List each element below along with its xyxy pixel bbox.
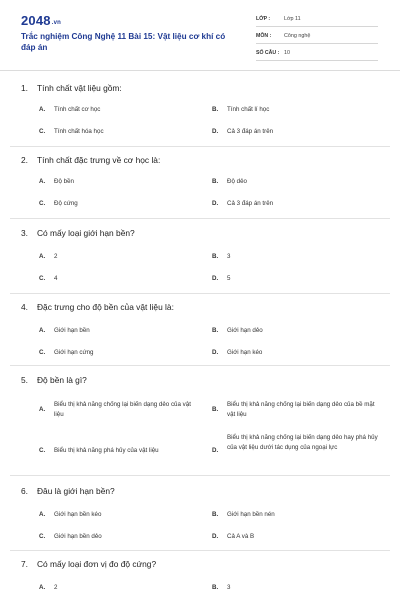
header-divider bbox=[0, 70, 400, 71]
quiz-meta bbox=[256, 14, 378, 65]
option-letter: B. bbox=[212, 106, 219, 113]
logo-domain-text: .vn bbox=[51, 20, 62, 26]
option-text: Giới hạn dẻo bbox=[227, 327, 263, 334]
question-text: Đặc trưng cho độ bền của vật liệu là: bbox=[37, 302, 174, 312]
option-letter: A. bbox=[39, 511, 46, 518]
option-text: Tính chất hóa học bbox=[54, 128, 104, 135]
option-text: Cả A và B bbox=[227, 533, 255, 540]
option-letter: D. bbox=[212, 349, 219, 356]
meta-row-class bbox=[256, 14, 378, 27]
question-divider bbox=[10, 365, 390, 366]
option-text: Giới hạn bền dẻo bbox=[54, 533, 102, 540]
option-letter: C. bbox=[39, 349, 46, 356]
option-letter: D. bbox=[212, 128, 219, 135]
option-text: Tính chất cơ học bbox=[54, 106, 101, 113]
option-text: 4 bbox=[54, 275, 58, 282]
question-number: 2. bbox=[21, 155, 28, 165]
option-text: Độ bền bbox=[54, 178, 74, 185]
option-letter: A. bbox=[39, 106, 46, 113]
option-letter: A. bbox=[39, 253, 46, 260]
option-letter: D. bbox=[212, 533, 219, 540]
option-text: 5 bbox=[227, 275, 231, 282]
option-letter: B. bbox=[212, 178, 219, 185]
question-divider bbox=[10, 550, 390, 551]
question-number: 1. bbox=[21, 83, 28, 93]
option-letter: A. bbox=[39, 584, 46, 591]
option-text: Biểu thị khả năng chống lại biến dạng dẻo của bề mặt vật liệu bbox=[227, 401, 375, 418]
question-title bbox=[21, 155, 160, 165]
question-title bbox=[21, 302, 174, 312]
meta-row-count bbox=[256, 48, 378, 61]
option-text: Biểu thị khả năng chống lại biến dạng dẻo hay phá hủy của vật liệu dưới tác dụng của ngoại lực bbox=[227, 434, 378, 451]
site-logo[interactable] bbox=[21, 13, 61, 28]
option-letter: D. bbox=[212, 275, 219, 282]
option-letter: D. bbox=[212, 447, 219, 454]
option-letter: B. bbox=[212, 406, 219, 413]
option-letter: A. bbox=[39, 406, 46, 413]
meta-label: MÔN : bbox=[256, 33, 272, 39]
option-letter: B. bbox=[212, 511, 219, 518]
question-divider bbox=[10, 475, 390, 476]
question-number: 3. bbox=[21, 228, 28, 238]
question-title bbox=[21, 486, 115, 496]
option-text: 2 bbox=[54, 584, 58, 591]
question-number: 7. bbox=[21, 559, 28, 569]
option-letter: C. bbox=[39, 533, 46, 540]
option-text: Tính chất lí học bbox=[227, 106, 270, 113]
option-text: Giới hạn bền kéo bbox=[54, 511, 102, 518]
option-text: Cả 3 đáp án trên bbox=[227, 200, 274, 207]
option-letter: C. bbox=[39, 128, 46, 135]
option-text: Giới hạn kéo bbox=[227, 349, 263, 356]
question-title bbox=[21, 228, 135, 238]
question-text: Tính chất đặc trưng về cơ học là: bbox=[37, 155, 161, 165]
option-text: Cả 3 đáp án trên bbox=[227, 128, 274, 135]
quiz-title: Trắc nghiệm Công Nghệ 11 Bài 15: Vật liệu cơ khí có đáp án bbox=[21, 32, 226, 52]
option-letter: D. bbox=[212, 200, 219, 207]
question-text: Độ bền là gì? bbox=[37, 375, 87, 385]
option-letter: B. bbox=[212, 253, 219, 260]
option-text: 2 bbox=[54, 253, 58, 260]
question-divider bbox=[10, 293, 390, 294]
option-text: Độ cứng bbox=[54, 200, 78, 207]
option-letter: A. bbox=[39, 178, 46, 185]
option-letter: C. bbox=[39, 447, 46, 454]
meta-value: Công nghệ bbox=[284, 33, 311, 39]
meta-value: 10 bbox=[284, 50, 290, 56]
option-letter: A. bbox=[39, 327, 46, 334]
question-divider bbox=[10, 218, 390, 219]
option-text: Giới hạn cứng bbox=[54, 349, 94, 356]
question-number: 4. bbox=[21, 302, 28, 312]
option-text: Biểu thị khả năng phá hủy của vật liệu bbox=[54, 447, 159, 454]
page-header bbox=[0, 0, 400, 68]
option-text: Biểu thị khả năng chống lại biến dạng dẻo của vật liệu bbox=[54, 401, 191, 418]
option-letter: C. bbox=[39, 200, 46, 207]
question-text: Tính chất vật liệu gồm: bbox=[37, 83, 122, 93]
question-title bbox=[21, 83, 122, 93]
meta-value: Lớp 11 bbox=[284, 16, 301, 22]
meta-label: LỚP : bbox=[256, 16, 271, 22]
option-letter: B. bbox=[212, 327, 219, 334]
option-text: 3 bbox=[227, 584, 231, 591]
option-text: 3 bbox=[227, 253, 231, 260]
question-title bbox=[21, 375, 87, 385]
logo-main-text: 2048 bbox=[21, 13, 51, 28]
option-letter: B. bbox=[212, 584, 219, 591]
option-letter: C. bbox=[39, 275, 46, 282]
meta-row-subject bbox=[256, 31, 378, 44]
option-text: Giới hạn bền nén bbox=[227, 511, 275, 518]
question-text: Đâu là giới hạn bền? bbox=[37, 486, 115, 496]
question-number: 5. bbox=[21, 375, 28, 385]
option-text: Độ dẻo bbox=[227, 178, 247, 185]
question-text: Có mấy loại giới hạn bền? bbox=[37, 228, 135, 238]
question-divider bbox=[10, 146, 390, 147]
meta-label: SỐ CÂU : bbox=[256, 50, 280, 56]
question-title bbox=[21, 559, 156, 569]
option-text: Giới hạn bền bbox=[54, 327, 90, 334]
question-text: Có mấy loại đơn vị đo độ cứng? bbox=[37, 559, 157, 569]
question-number: 6. bbox=[21, 486, 28, 496]
